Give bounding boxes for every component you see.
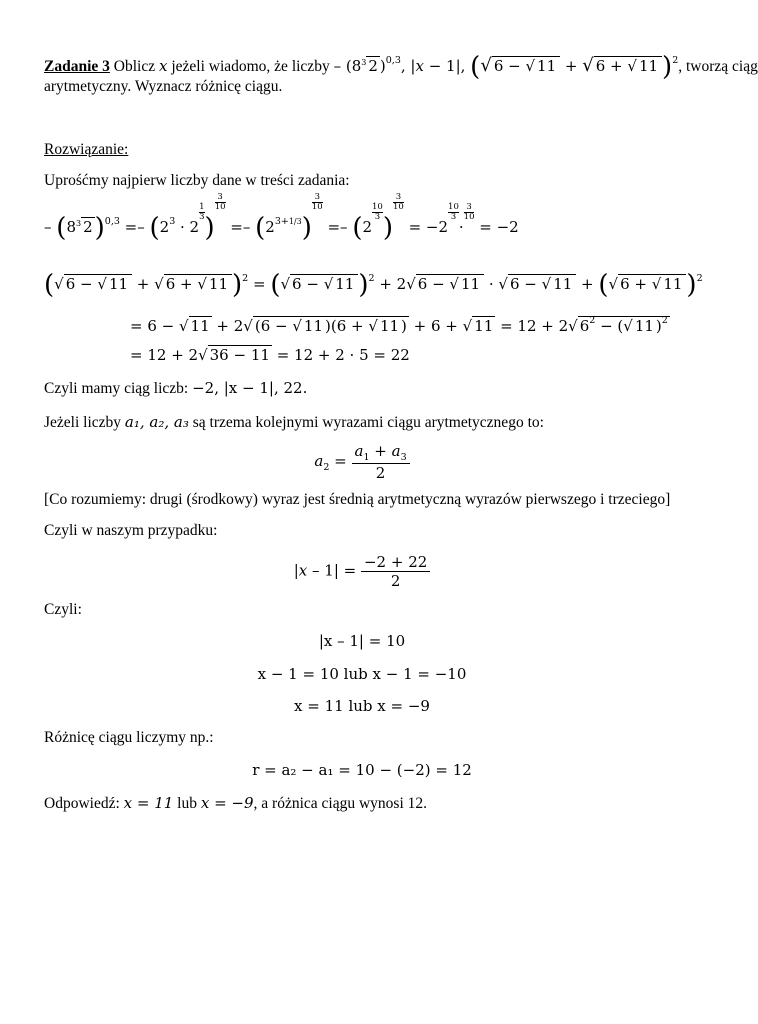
task-mid-text: jeżeli wiadomo, że liczby <box>167 58 334 75</box>
answer-mid: lub <box>173 795 201 812</box>
equation-abs-fraction: |x – 1| = $\frac{-2 + 22}{2}$ <box>0 553 724 590</box>
note-text: [Co rozumiemy: drugi (środkowy) wyraz jest średnią arytmetyczną wyrazów pierwszego i trzeciego] <box>44 491 671 508</box>
task-number-list: – ($8^3$ 2 )$^{0,3}$, |x − 1|, (√ 6 − √ 11 + √ 6 + √ 11 )$^2$ <box>333 52 679 82</box>
task-statement-line-2: arytmetyczny. Wyznacz różnicę ciągu. <box>44 78 283 95</box>
equation-cases: x − 1 = 10 lub x − 1 = −10 <box>257 665 467 683</box>
answer-label: Odpowiedź: <box>44 795 124 812</box>
simplify-intro: Uprośćmy najpierw liczby dane w treści zadania: <box>44 172 350 189</box>
arithmetic-statement <box>44 413 544 432</box>
difference-intro: Różnicę ciągu liczymy np.: <box>44 729 214 746</box>
task-intro: Oblicz <box>109 58 159 75</box>
equation-middle-term: $a_2$ = $\frac{a_1 + a_3}{2}$ <box>0 442 724 482</box>
answer-x2: x = −9 <box>200 794 254 812</box>
sequence-values: −2, |x − 1|, 22. <box>192 379 308 397</box>
solution-heading: Rozwiązanie: <box>44 141 129 158</box>
answer-tail: , a różnica ciągu wynosi 12. <box>253 795 428 812</box>
task-variable-x: x <box>158 57 168 75</box>
equation-square-expansion-1: (√ 6 − √ 11 + √ 6 + √ 11 )$^2$ = (√ 6 − √ 11 )$^2$ + 2√ 6 − √ 11 · √ 6 − √ 11 + (√ 6 + √ 11 )$^2$ <box>44 270 703 300</box>
task-heading: Zadanie 3 <box>44 58 110 75</box>
equation-square-expansion-3: = 12 + 2√ 36 − 11 = 12 + 2 · 5 = 22 <box>130 346 410 364</box>
equation-solutions: x = 11 lub x = −9 <box>294 697 430 715</box>
czyli-label: Czyli: <box>44 601 82 618</box>
answer-line <box>44 794 427 813</box>
sequence-statement <box>44 379 307 398</box>
sequence-text: Czyli mamy ciąg liczb: <box>44 380 193 397</box>
equation-power-simplification: – ($8^3$ $2)^{0,3} =- (2^3 \cdot 2$ $\frac{1}{3}$ ) $\frac{3}{10}$ =– $(2^{3+1/3})$ $\frac{3}{10}$ =– (2 $\frac{10}{3}$ ) $\frac{3}{10}$ = −2 $\frac{10}{3}$ · $\frac{3}{10}$ = −2 <box>44 192 519 243</box>
equation-square-expansion-2: = 6 − √ 11 + 2√ (6 − √ 11 )(6 + √ 11 ) + 6 + √ 11 = 12 + 2√ $6^2$ − (√ 11 )$^2$ <box>130 315 668 335</box>
arithmetic-text-1: Jeżeli liczby <box>44 414 125 431</box>
arithmetic-vars: a₁, a₂, a₃ <box>124 413 189 431</box>
task-list-tail: , tworzą ciąg <box>678 58 758 75</box>
equation-difference: r = a₂ − a₁ = 10 − (−2) = 12 <box>252 761 472 779</box>
answer-x1: x = 11 <box>123 794 174 812</box>
arithmetic-text-2: są trzema kolejnymi wyrazami ciągu arytmetycznego to: <box>188 414 544 431</box>
case-intro: Czyli w naszym przypadku: <box>44 522 218 539</box>
equation-abs-result: |x – 1| = 10 <box>318 632 406 650</box>
